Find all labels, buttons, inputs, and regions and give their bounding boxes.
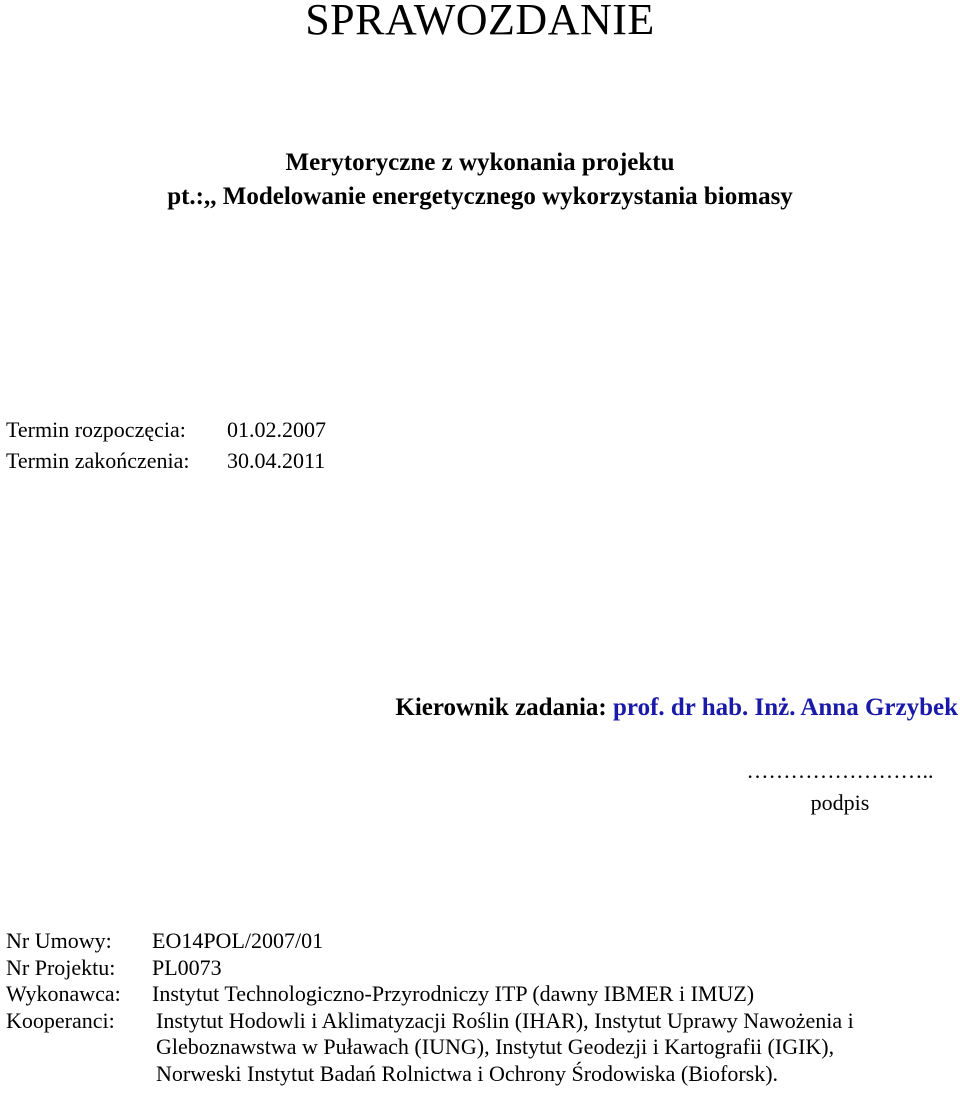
contract-number-label: Nr Umowy:: [6, 928, 112, 953]
project-number-label: Nr Projektu:: [6, 954, 116, 980]
subtitle-line-2: pt.:,, Modelowanie energetycznego wykorzystania biomasy: [167, 183, 793, 210]
project-subtitle: [0, 146, 960, 214]
project-info: [6, 928, 854, 1087]
cooperators-line-1: Instytut Hodowli i Aklimatyzacji Roślin (IHAR), Instytut Uprawy Nawożenia i: [156, 1007, 854, 1033]
task-manager: [395, 692, 958, 724]
contract-number-value: EO14POL/2007/01: [152, 928, 324, 953]
end-date-row: [6, 445, 326, 476]
cooperators-list: [156, 1008, 854, 1088]
manager-label: Kierownik zadania:: [395, 694, 614, 721]
project-dates: [6, 414, 326, 476]
contractor-value: Instytut Technologiczno-Przyrodniczy ITP (dawny IBMER i IMUZ): [152, 981, 755, 1006]
end-date-value: 30.04.2011: [227, 448, 326, 473]
signature-label: podpis: [810, 790, 870, 815]
project-number-value: PL0073: [152, 954, 222, 980]
project-number-row: [6, 955, 854, 982]
start-date-label: Termin rozpoczęcia:: [6, 417, 186, 442]
cooperators-row: [6, 1008, 854, 1088]
start-date-value: 01.02.2007: [227, 417, 326, 442]
document-title: SPRAWOZDANIE: [305, 0, 655, 44]
cooperators-line-2: Gleboznawstwa w Puławach (IUNG), Instytut Geodezji i Kartografii (IGIK),: [156, 1034, 835, 1059]
cooperators-label: Kooperanci:: [6, 1007, 115, 1033]
contract-number-row: [6, 928, 854, 955]
end-date-label: Termin zakończenia:: [6, 448, 190, 473]
start-date-row: [6, 414, 326, 445]
signature-block: [740, 755, 940, 819]
cooperators-line-3: Norweski Instytut Badań Rolnictwa i Ochrony Środowiska (Bioforsk).: [156, 1060, 779, 1086]
contractor-row: [6, 981, 854, 1008]
manager-name: prof. dr hab. Inż. Anna Grzybek: [613, 694, 958, 721]
subtitle-line-1: Merytoryczne z wykonania projektu: [285, 149, 675, 176]
signature-line: ……………………..: [746, 758, 934, 783]
contractor-label: Wykonawca:: [6, 981, 121, 1006]
